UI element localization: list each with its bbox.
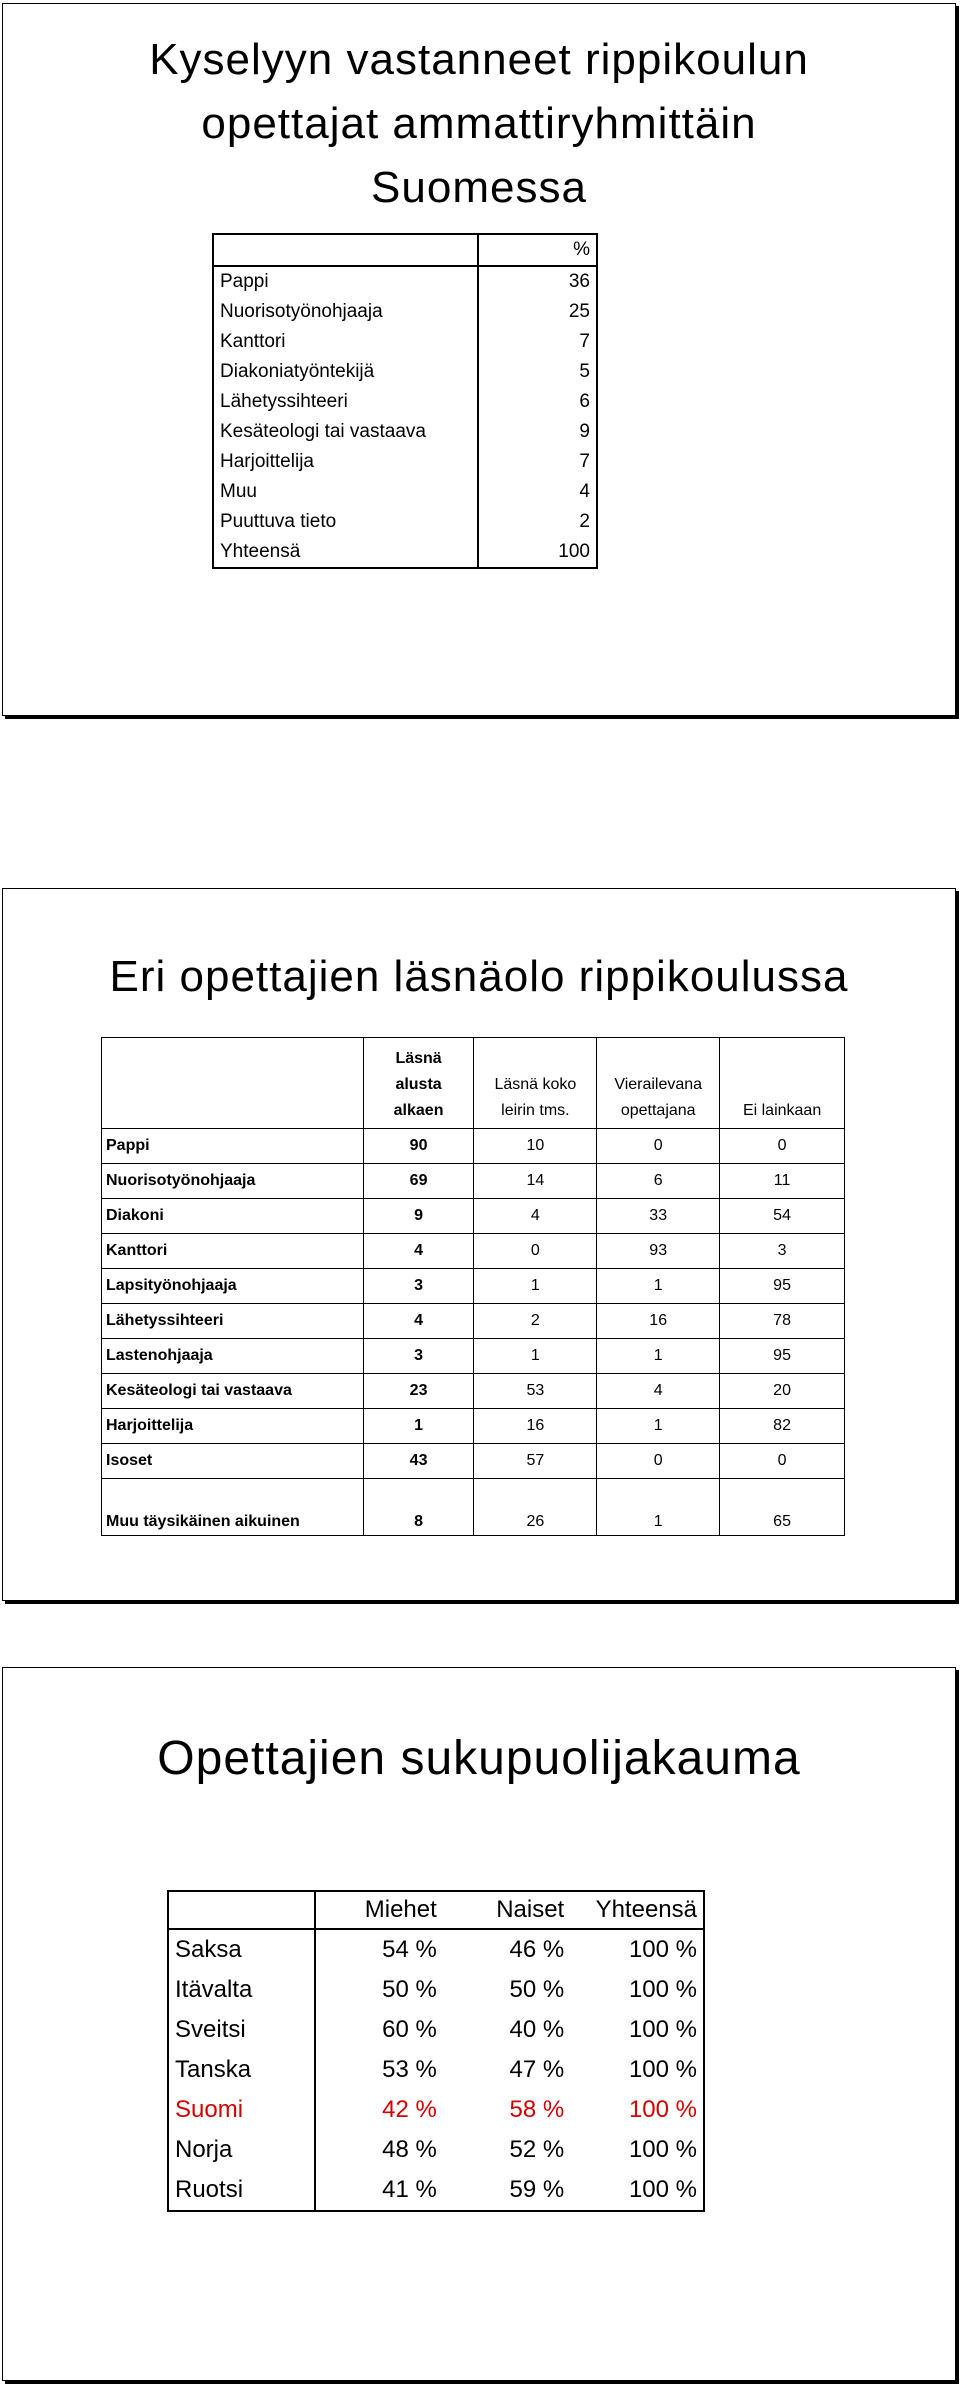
cell-value: 54 <box>720 1199 845 1234</box>
profession-table <box>212 233 598 569</box>
row-value: 36 <box>478 266 597 297</box>
gender-table <box>167 1890 705 2212</box>
row-label: Diakoni <box>102 1199 364 1234</box>
table-row <box>168 1970 704 2010</box>
cell-value: 0 <box>597 1444 720 1479</box>
table-row <box>102 1304 845 1339</box>
cell-value: 3 <box>363 1269 474 1304</box>
cell-value: 95 <box>720 1269 845 1304</box>
country-label: Tanska <box>168 2050 315 2090</box>
cell-women: 58 % <box>509 2096 565 2123</box>
cell-value: 3 <box>720 1234 845 1269</box>
cell-value: 16 <box>597 1304 720 1339</box>
presence-table <box>101 1037 845 1536</box>
header-total: Yhteensä <box>570 1891 704 1929</box>
table-row <box>102 1409 845 1444</box>
table-row <box>213 387 597 417</box>
country-label: Saksa <box>168 1929 315 1970</box>
table-row <box>213 357 597 387</box>
cell-men: 41 % <box>382 2176 437 2203</box>
table-row <box>168 2130 704 2170</box>
header-women: Naiset <box>443 1891 570 1929</box>
cell-value: 1 <box>597 1409 720 1444</box>
header-text: leirin tms. <box>501 1102 570 1119</box>
cell-total: 100 % <box>628 2016 697 2043</box>
table-row-highlighted <box>168 2090 704 2130</box>
row-value: 5 <box>478 357 597 387</box>
cell-value: 11 <box>720 1164 845 1199</box>
row-label: Muu täysikäinen aikuinen <box>102 1479 364 1536</box>
row-value: 7 <box>478 327 597 357</box>
row-value: 7 <box>478 447 597 477</box>
table-row <box>102 1234 845 1269</box>
cell-value: 3 <box>363 1339 474 1374</box>
cell-men: 60 % <box>382 2016 437 2043</box>
row-label: Kanttori <box>213 327 478 357</box>
row-value: 2 <box>478 507 597 537</box>
table-row <box>168 2010 704 2050</box>
country-label: Suomi <box>168 2090 315 2130</box>
cell-women: 46 % <box>509 1936 565 1963</box>
cell-total: 100 % <box>628 2176 697 2203</box>
header-text: Läsnä <box>395 1050 442 1067</box>
header-not-at-all: Ei lainkaan <box>720 1038 845 1129</box>
table-row-total <box>213 537 597 568</box>
header-text: alkaen <box>393 1102 444 1119</box>
header-text: alusta <box>395 1076 442 1093</box>
header-text: Vierailevana <box>614 1076 703 1093</box>
table-row <box>213 477 597 507</box>
cell-value: 90 <box>363 1129 474 1164</box>
cell-total: 100 % <box>628 1976 697 2003</box>
table-row <box>102 1164 845 1199</box>
row-label: Lähetyssihteeri <box>213 387 478 417</box>
row-label: Yhteensä <box>213 537 478 568</box>
table-header-row <box>168 1891 704 1929</box>
cell-value: 33 <box>597 1199 720 1234</box>
country-label: Ruotsi <box>168 2170 315 2211</box>
cell-total: 100 % <box>628 2136 697 2163</box>
row-label: Nuorisotyönohjaaja <box>213 297 478 327</box>
cell-value: 20 <box>720 1374 845 1409</box>
table-row <box>168 2050 704 2090</box>
row-value: 4 <box>478 477 597 507</box>
cell-value: 14 <box>474 1164 597 1199</box>
cell-value: 1 <box>597 1339 720 1374</box>
cell-value: 0 <box>474 1234 597 1269</box>
table-row <box>213 417 597 447</box>
cell-women: 40 % <box>509 2016 565 2043</box>
table-header-row <box>213 234 597 266</box>
row-label: Puuttuva tieto <box>213 507 478 537</box>
cell-value: 4 <box>363 1304 474 1339</box>
cell-value: 8 <box>363 1479 474 1536</box>
country-label: Itävalta <box>168 1970 315 2010</box>
cell-value: 1 <box>363 1409 474 1444</box>
table-row <box>168 1929 704 1970</box>
cell-men: 48 % <box>382 2136 437 2163</box>
cell-value: 1 <box>597 1269 720 1304</box>
country-label: Norja <box>168 2130 315 2170</box>
table-row <box>213 297 597 327</box>
table-row <box>102 1129 845 1164</box>
cell-value: 82 <box>720 1409 845 1444</box>
cell-total: 100 % <box>628 2096 697 2123</box>
header-empty <box>213 234 478 266</box>
row-label: Harjoittelija <box>213 447 478 477</box>
row-label: Lapsityönohjaaja <box>102 1269 364 1304</box>
row-label: Diakoniatyöntekijä <box>213 357 478 387</box>
cell-value: 57 <box>474 1444 597 1479</box>
table-row <box>213 447 597 477</box>
row-label: Pappi <box>102 1129 364 1164</box>
title-line-1: Kyselyyn vastanneet rippikoulun <box>149 35 809 84</box>
slide-title: Eri opettajien läsnäolo rippikoulussa <box>109 952 849 1001</box>
row-label: Pappi <box>213 266 478 297</box>
row-label: Lähetyssihteeri <box>102 1304 364 1339</box>
table-row <box>102 1269 845 1304</box>
cell-value: 0 <box>720 1129 845 1164</box>
table-row <box>102 1374 845 1409</box>
cell-value: 9 <box>363 1199 474 1234</box>
cell-women: 52 % <box>509 2136 565 2163</box>
header-present-whole-camp <box>474 1038 597 1129</box>
cell-men: 53 % <box>382 2056 437 2083</box>
header-empty <box>168 1891 315 1929</box>
header-text: Läsnä koko <box>494 1076 577 1093</box>
table-row <box>102 1339 845 1374</box>
header-men: Miehet <box>315 1891 442 1929</box>
cell-value: 4 <box>474 1199 597 1234</box>
row-value: 100 <box>478 537 597 568</box>
title-line-2: opettajat ammattiryhmittäin <box>201 99 757 148</box>
cell-women: 59 % <box>509 2176 565 2203</box>
row-value: 9 <box>478 417 597 447</box>
slide-teacher-presence <box>2 888 956 1601</box>
table-row <box>102 1479 845 1536</box>
cell-value: 43 <box>363 1444 474 1479</box>
row-label: Harjoittelija <box>102 1409 364 1444</box>
cell-value: 78 <box>720 1304 845 1339</box>
cell-total: 100 % <box>628 2056 697 2083</box>
row-value: 25 <box>478 297 597 327</box>
cell-value: 6 <box>597 1164 720 1199</box>
header-present-from-start <box>363 1038 474 1129</box>
cell-value: 1 <box>474 1339 597 1374</box>
country-label: Sveitsi <box>168 2010 315 2050</box>
header-text: opettajana <box>620 1102 696 1119</box>
cell-value: 53 <box>474 1374 597 1409</box>
cell-value: 2 <box>474 1304 597 1339</box>
cell-value: 16 <box>474 1409 597 1444</box>
cell-men: 42 % <box>382 2096 437 2123</box>
row-label: Lastenohjaaja <box>102 1339 364 1374</box>
cell-value: 10 <box>474 1129 597 1164</box>
header-visiting-teacher <box>597 1038 720 1129</box>
cell-value: 93 <box>597 1234 720 1269</box>
table-row <box>102 1199 845 1234</box>
cell-value: 1 <box>597 1479 720 1536</box>
cell-value: 1 <box>474 1269 597 1304</box>
cell-women: 50 % <box>509 1976 565 2003</box>
slide-title <box>3 28 955 220</box>
slide-gender-distribution <box>2 1667 956 2381</box>
cell-value: 26 <box>474 1479 597 1536</box>
cell-value: 4 <box>363 1234 474 1269</box>
table-row <box>168 2170 704 2211</box>
cell-value: 69 <box>363 1164 474 1199</box>
cell-men: 54 % <box>382 1936 437 1963</box>
row-label: Muu <box>213 477 478 507</box>
cell-value: 0 <box>597 1129 720 1164</box>
title-line-3: Suomessa <box>371 163 587 212</box>
row-label: Kanttori <box>102 1234 364 1269</box>
cell-total: 100 % <box>628 1936 697 1963</box>
cell-women: 47 % <box>509 2056 565 2083</box>
row-label: Kesäteologi tai vastaava <box>213 417 478 447</box>
cell-value: 95 <box>720 1339 845 1374</box>
table-row <box>213 266 597 297</box>
table-row <box>102 1444 845 1479</box>
table-row <box>213 327 597 357</box>
row-label: Kesäteologi tai vastaava <box>102 1374 364 1409</box>
table-row <box>213 507 597 537</box>
cell-men: 50 % <box>382 1976 437 2003</box>
slide-teachers-by-profession <box>2 3 956 716</box>
cell-value: 65 <box>720 1479 845 1536</box>
header-percent: % <box>478 234 597 266</box>
row-label: Nuorisotyönohjaaja <box>102 1164 364 1199</box>
slide-title: Opettajien sukupuolijakauma <box>157 1732 801 1785</box>
row-value: 6 <box>478 387 597 417</box>
cell-value: 0 <box>720 1444 845 1479</box>
row-label: Isoset <box>102 1444 364 1479</box>
header-empty <box>102 1038 364 1129</box>
cell-value: 4 <box>597 1374 720 1409</box>
table-header-row <box>102 1038 845 1129</box>
cell-value: 23 <box>363 1374 474 1409</box>
